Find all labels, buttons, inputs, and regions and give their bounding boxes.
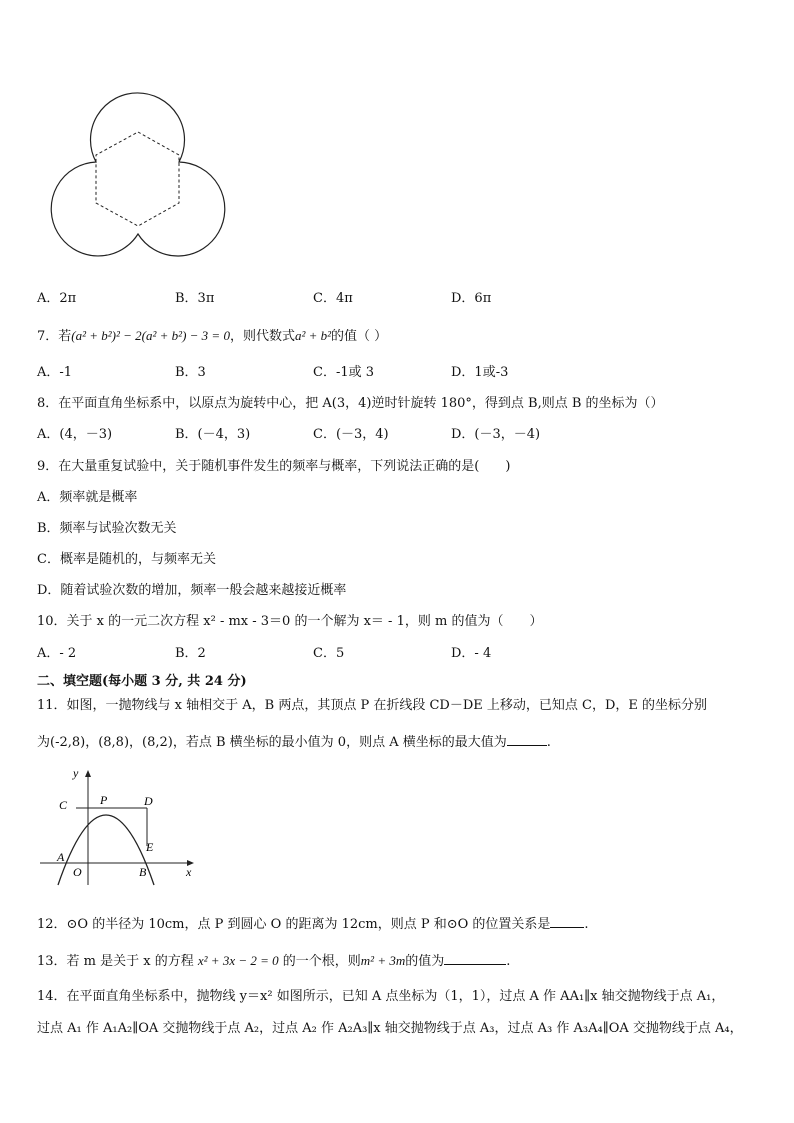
q8-option-d: D．(－3，－4)	[451, 427, 541, 442]
q7-option-a: A．-1	[37, 365, 73, 380]
q7-equation: (a² + b²)² − 2(a² + b²) − 3 = 0	[71, 328, 230, 343]
q13-equation: x² + 3x − 2 = 0	[197, 953, 279, 968]
q10-option-c: C．5	[313, 646, 345, 661]
label-d: D	[144, 794, 153, 808]
label-x: x	[186, 865, 192, 879]
q13-end: .	[506, 954, 511, 969]
q10-option-d: D．- 4	[451, 646, 492, 661]
q14-line-1: 14．在平面直角坐标系中，抛物线 y＝x² 如图所示，已知 A 点坐标为（1，1），过点 A 作 AA₁∥x 轴交抛物线于点 A₁，	[37, 989, 725, 1004]
q13-question	[37, 952, 510, 971]
three-circles-figure	[38, 84, 238, 270]
q9-option-d: D．随着试验次数的增加，频率一般会越来越接近概率	[37, 583, 347, 598]
q8-option-a: A．(4，－3)	[37, 427, 113, 442]
q14-line-2: 过点 A₁ 作 A₁A₂∥OA 交抛物线于点 A₂，过点 A₂ 作 A₂A₃∥x 轴交抛物线于点 A₃，过点 A₃ 作 A₃A₄∥OA 交抛物线于点 A₄，	[37, 1021, 743, 1036]
q7-middle: ，则代数式	[229, 329, 295, 344]
q6-option-d: D．6π	[451, 291, 492, 306]
q7-suffix: 的值（ ）	[331, 329, 388, 344]
q10-options	[37, 645, 589, 663]
label-e: E	[146, 840, 154, 854]
q11-line-2-text: 为(-2,8)，(8,8)，(8,2)，若点 B 横坐标的最小值为 0，则点 A 横坐标的最大值为	[37, 735, 507, 750]
q10-option-b: B．2	[175, 646, 206, 661]
q13-answer-blank	[444, 952, 506, 965]
dashed-hexagon	[96, 132, 179, 226]
q6-options	[37, 290, 589, 308]
q8-option-b: B．(－4，3)	[175, 427, 251, 442]
label-b: B	[139, 865, 147, 879]
q12-question	[37, 915, 589, 934]
section-2-heading: 二、填空题(每小题 3 分, 共 24 分)	[37, 674, 247, 689]
q10-option-a: A．- 2	[37, 646, 77, 661]
label-y: y	[73, 766, 79, 780]
q8-options	[37, 426, 589, 444]
q7-prefix: 7．若	[37, 329, 72, 344]
q8-option-c: C．(－3，4)	[313, 427, 389, 442]
q13-prefix: 13．若 m 是关于 x 的方程	[37, 954, 194, 969]
q7-expr: a² + b²	[294, 328, 332, 343]
label-a: A	[57, 850, 65, 864]
q11-line-2	[37, 733, 551, 752]
y-axis-arrow	[85, 770, 91, 777]
q10-question: 10．关于 x 的一元二次方程 x² - mx - 3＝0 的一个解为 x＝ - 1，则 m 的值为（ ）	[37, 614, 543, 629]
q6-option-a: A．2π	[37, 291, 77, 306]
q7-option-b: B．3	[175, 365, 206, 380]
parabola-figure	[36, 763, 206, 888]
q7-question	[37, 327, 387, 346]
q12-text: 12．⊙O 的半径为 10cm，点 P 到圆心 O 的距离为 12cm，则点 P 和⊙O 的位置关系是	[37, 917, 551, 932]
q8-question: 8．在平面直角坐标系中，以原点为旋转中心，把 A(3，4)逆时针旋转 180°，得到点 B,则点 B 的坐标为（）	[37, 396, 664, 411]
q9-question: 9．在大量重复试验中，关于随机事件发生的频率与概率，下列说法正确的是( )	[37, 459, 511, 474]
q11-line-1: 11．如图，一抛物线与 x 轴相交于 A，B 两点，其顶点 P 在折线段 CD－DE 上移动，已知点 C，D，E 的坐标分别	[37, 698, 708, 713]
q11-line-2-end: .	[546, 735, 551, 750]
q9-option-a: A．频率就是概率	[37, 490, 138, 505]
q12-end: .	[584, 917, 589, 932]
q13-suffix: 的值为	[405, 954, 445, 969]
q9-option-c: C．概率是随机的，与频率无关	[37, 552, 216, 567]
q7-option-d: D．1或-3	[451, 365, 509, 380]
q13-expr: m² + 3m	[360, 953, 406, 968]
label-p: P	[100, 793, 108, 807]
q6-option-b: B．3π	[175, 291, 215, 306]
q9-option-b: B．频率与试验次数无关	[37, 521, 177, 536]
q12-answer-blank	[550, 915, 584, 928]
q7-option-c: C．-1或 3	[313, 365, 375, 380]
q7-options	[37, 364, 589, 382]
label-o: O	[73, 865, 82, 879]
circle-outline	[51, 93, 225, 256]
q13-middle: 的一个根，则	[282, 954, 361, 969]
q11-answer-blank	[507, 733, 547, 746]
q6-option-c: C．4π	[313, 291, 353, 306]
label-c: C	[59, 798, 68, 812]
